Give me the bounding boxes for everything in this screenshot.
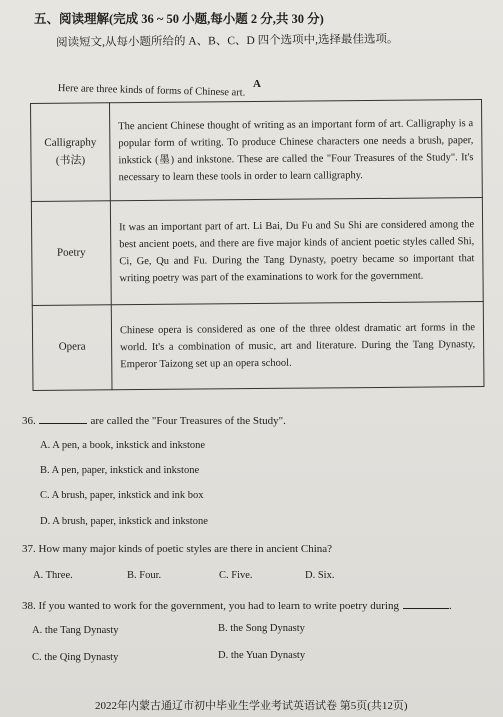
answer-blank [39, 413, 87, 424]
option-36-d: D. A brush, paper, inkstick and inkstone [40, 516, 208, 527]
option-36-a: A. A pen, a book, inkstick and inkstone [40, 440, 206, 451]
art-description: It was an important part of art. Li Bai, Du Fu and Su Shi are considered among the best ancient poets, and there are five major kinds of ancient poetic styles called Shi, Ci, Ge, Qu and Fu. During the Tang Dynasty, poetry became so important that writing poetry was part of the examinations to work for the government. [110, 198, 483, 305]
question-38 [22, 598, 452, 612]
option-37-c: C. Five. [219, 570, 253, 581]
art-name: Calligraphy [44, 136, 97, 150]
option-37-a: A. Three. [33, 570, 73, 581]
question-text: 38. If you wanted to work for the government, you had to learn to write poetry during [22, 600, 399, 612]
option-38-d: D. the Yuan Dynasty [218, 650, 306, 661]
question-37: 37. How many major kinds of poetic styles are there in ancient China? [22, 543, 333, 555]
page-footer: 2022年内蒙古通辽市初中毕业生学业考试英语试卷 第5页(共12页) [95, 700, 408, 712]
question-text: are called the "Four Treasures of the Study". [90, 415, 286, 427]
option-38-c: C. the Qing Dynasty [32, 652, 119, 663]
option-38-a: A. the Tang Dynasty [32, 625, 119, 636]
art-forms-table [30, 99, 484, 391]
passage-intro: Here are three kinds of forms of Chinese art. [57, 83, 246, 99]
question-number: 36. [22, 415, 36, 427]
section-instructions: 阅读短文,从每小题所给的 A、B、C、D 四个选项中,选择最佳选项。 [56, 33, 399, 49]
art-name: Opera [58, 340, 86, 354]
art-name: Poetry [56, 246, 86, 259]
question-36 [22, 413, 286, 427]
art-name-cell [31, 201, 111, 306]
table-row [32, 302, 484, 391]
option-36-c: C. A brush, paper, inkstick and ink box [40, 490, 204, 501]
answer-blank [403, 598, 449, 609]
question-end: . [448, 600, 452, 612]
table-row [31, 198, 483, 306]
art-description: Chinese opera is considered as one of the three oldest dramatic art forms in the world. It's a combination of music, art and literature. During the Tang Dynasty, Emperor Taizong set up an opera school. [111, 302, 484, 390]
table-row [31, 100, 483, 202]
option-37-d: D. Six. [305, 570, 335, 581]
option-37-b: B. Four. [127, 570, 162, 581]
passage-label: A [253, 78, 261, 90]
art-name-cell [32, 305, 112, 391]
art-name-cell [31, 103, 111, 202]
option-36-b: B. A pen, paper, inkstick and inkstone [40, 465, 200, 476]
section-header: 五、阅读理解(完成 36 ~ 50 小题,每小题 2 分,共 30 分) [34, 12, 324, 26]
art-name-chinese: (书法) [55, 154, 86, 167]
art-description: The ancient Chinese thought of writing as an important form of art. Calligraphy is a popular form of writing. To produce Chinese characters one needs a brush, paper, inkstick (墨) and inkstone. These are called the "Four Treasures of the Study". It's necessary to learn these tools in order to learn calligraphy. [110, 100, 483, 201]
option-38-b: B. the Song Dynasty [218, 623, 305, 634]
